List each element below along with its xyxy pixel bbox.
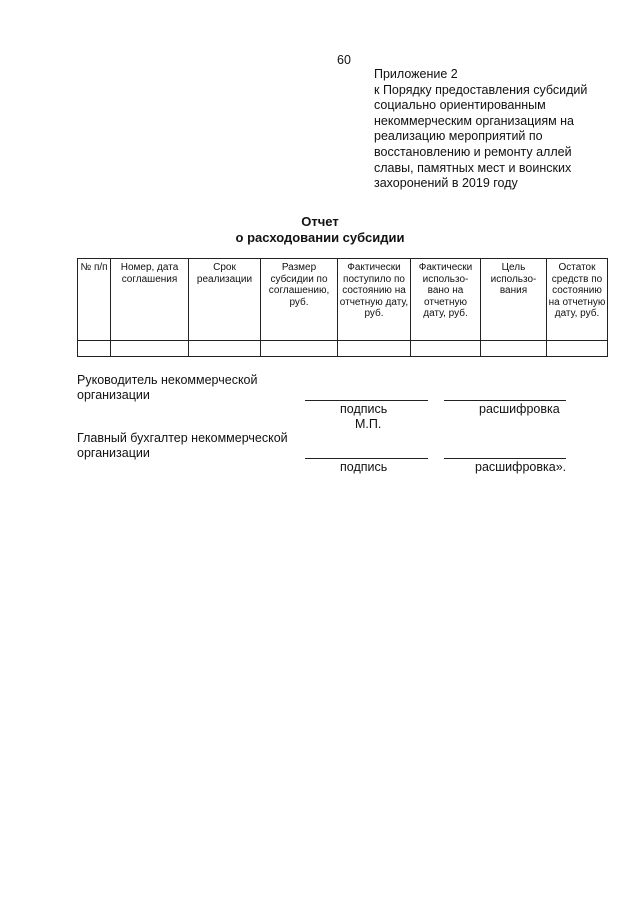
accountant-decoding-line bbox=[444, 458, 566, 459]
header-subsidy-size: Размер субсидии по соглашению, руб. bbox=[261, 259, 338, 341]
head-title-line1: Руководитель некоммерческой bbox=[77, 373, 258, 387]
header-received: Фактически поступило по состоянию на отчетную дату, руб. bbox=[338, 259, 411, 341]
seal-caption: М.П. bbox=[355, 417, 382, 431]
table-row bbox=[78, 341, 608, 357]
table-cell bbox=[261, 341, 338, 357]
accountant-title-line2: организации bbox=[77, 446, 150, 460]
accountant-signature-caption: подпись bbox=[340, 460, 388, 474]
table-cell bbox=[547, 341, 608, 357]
appendix-line: реализацию мероприятий по bbox=[374, 129, 543, 144]
appendix-line: славы, памятных мест и воинских bbox=[374, 160, 572, 175]
table-cell bbox=[189, 341, 261, 357]
header-number: № п/п bbox=[78, 259, 111, 341]
table-cell bbox=[78, 341, 111, 357]
appendix-line: захоронений в 2019 году bbox=[374, 176, 518, 191]
appendix-line: социально ориентированным bbox=[374, 98, 546, 113]
appendix-line: некоммерческим организациям на bbox=[374, 113, 575, 128]
header-purpose: Цель использо-вания bbox=[481, 259, 547, 341]
table-cell bbox=[111, 341, 189, 357]
report-table bbox=[77, 258, 608, 357]
table-cell bbox=[481, 341, 547, 357]
appendix-line: Приложение 2 bbox=[374, 67, 458, 81]
header-agreement: Номер, дата соглашения bbox=[111, 259, 189, 341]
table-cell bbox=[338, 341, 411, 357]
table-cell bbox=[411, 341, 481, 357]
accountant-title-line1: Главный бухгалтер некоммерческой bbox=[77, 431, 288, 445]
report-subtitle: о расходовании субсидии bbox=[235, 230, 405, 245]
report-title: Отчет bbox=[301, 214, 339, 229]
head-title-line2: организации bbox=[77, 388, 150, 402]
head-signature-line bbox=[305, 400, 428, 401]
header-balance: Остаток средств по состоянию на отчетную дату, руб. bbox=[547, 259, 608, 341]
table-header-row bbox=[78, 259, 608, 341]
page-number: 60 bbox=[337, 53, 351, 67]
appendix-line: восстановлению и ремонту аллей bbox=[374, 144, 572, 159]
head-decoding-caption: расшифровка bbox=[479, 402, 560, 416]
accountant-signature-line bbox=[305, 458, 428, 459]
head-signature-caption: подпись bbox=[340, 402, 388, 416]
appendix-line: к Порядку предоставления субсидий bbox=[374, 82, 588, 97]
appendix-heading bbox=[374, 67, 624, 192]
header-term: Срок реализации bbox=[189, 259, 261, 341]
head-decoding-line bbox=[444, 400, 566, 401]
accountant-decoding-caption: расшифровка». bbox=[475, 460, 567, 474]
header-used: Фактически использо-вано на отчетную дату, руб. bbox=[411, 259, 481, 341]
